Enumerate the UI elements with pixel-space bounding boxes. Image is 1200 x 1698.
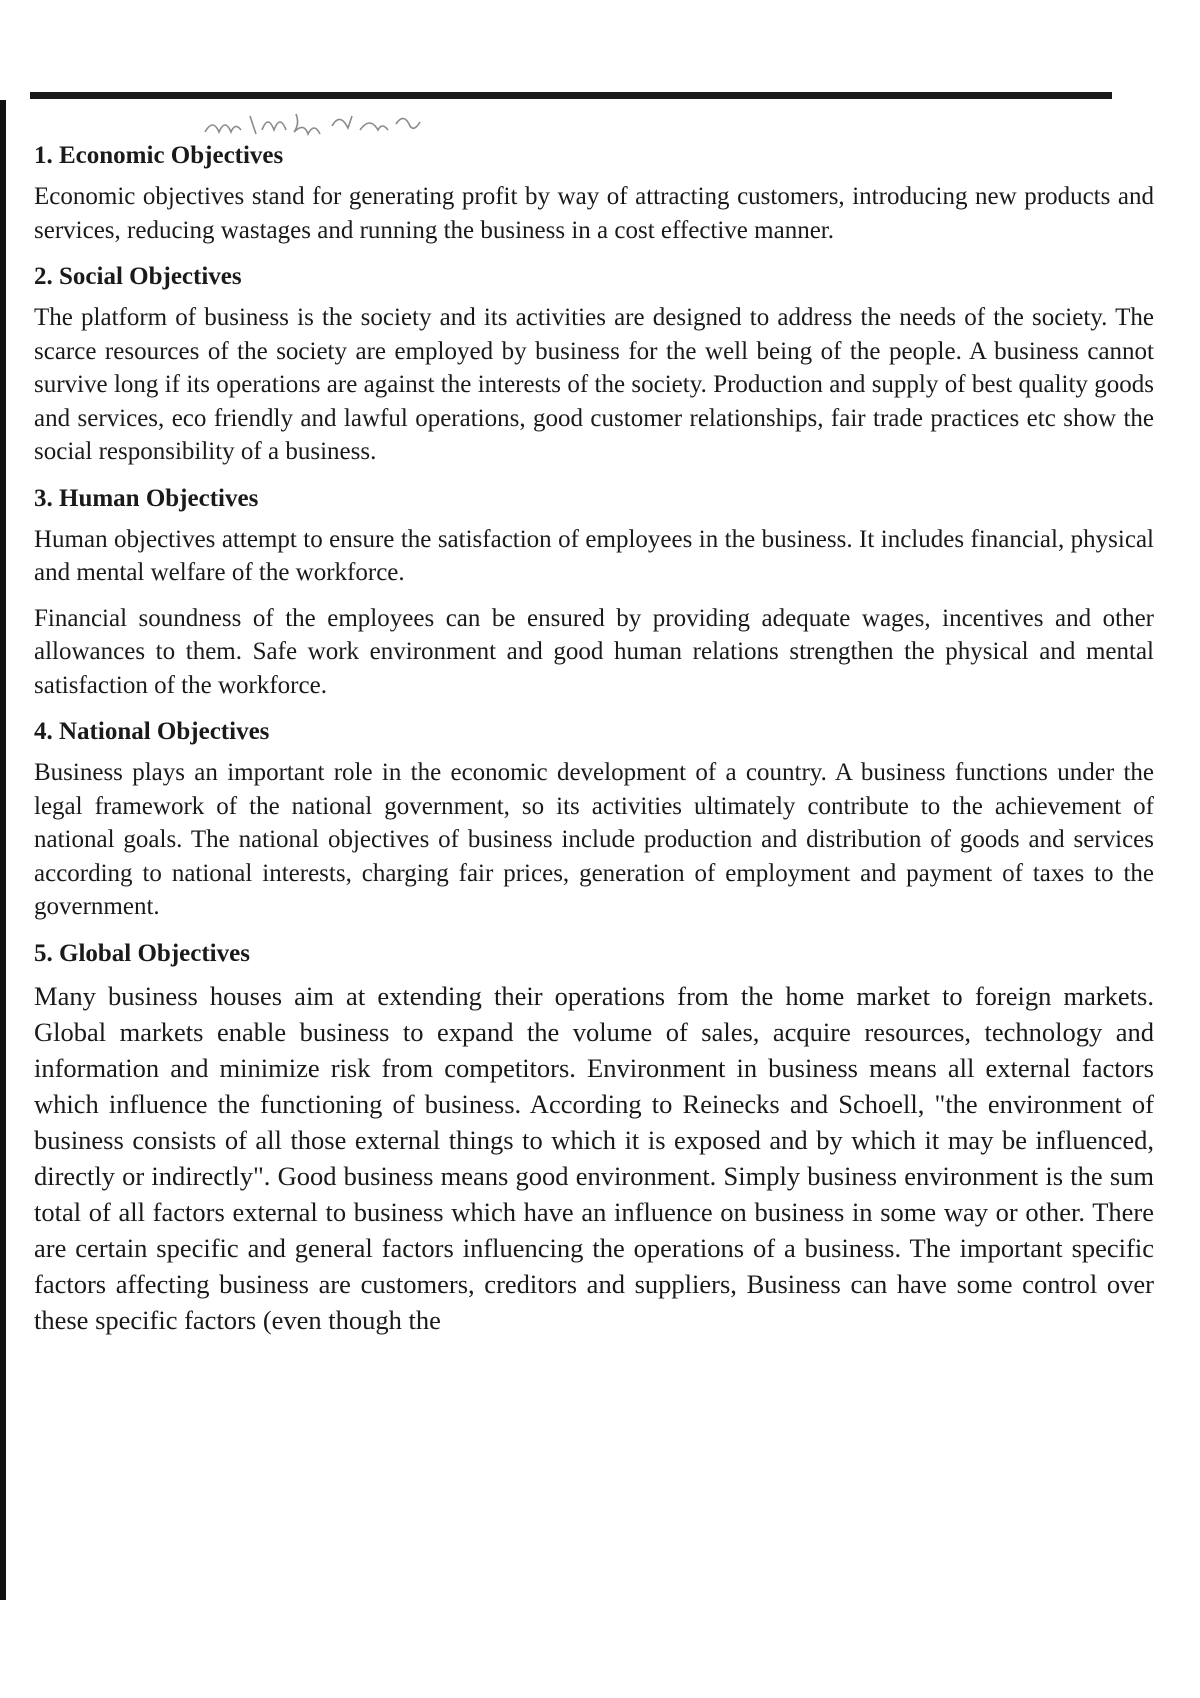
top-rule	[30, 92, 1112, 99]
section-heading: 5. Global Objectives	[34, 939, 250, 967]
section-heading: 4. National Objectives	[34, 718, 270, 745]
section-national-objectives	[34, 716, 1154, 924]
section-heading: 2. Social Objectives	[34, 263, 242, 290]
paragraph: Many business houses aim at extending their operations from the home market to foreign markets. Global markets enable business to expand the volume of sales, acquire resources, technology and information and minimize risk from competitors. Environment in business means all external factors which influence the functioning of business. According to Reinecks and Schoell, "the environment of business consists of all those external things to which it is exposed and by which it may be influenced, directly or indirectly". Good business means good environment. Simply business environment is the sum total of all factors external to business which have an influence on business in some way or other. There are certain specific and general factors influencing the operations of a business. The important specific factors affecting business are customers, creditors and suppliers, Business can have some control over these specific factors (even though the	[34, 980, 1154, 1335]
paragraph: The platform of business is the society and its activities are designed to address the needs of the society. The scarce resources of the society are employed by business for the well being of the people. A business cannot survive long if its operations are against the interests of the society. Production and supply of best quality goods and services, eco friendly and lawful operations, good customer relationships, fair trade practices etc show the social responsibility of a business.	[34, 304, 1154, 465]
handwritten-scribble	[200, 104, 460, 144]
section-human-objectives	[34, 483, 1154, 703]
paragraph: Business plays an important role in the economic development of a country. A business functions under the legal framework of the national government, so its activities ultimately contribute to the achievement of national goals. The national objectives of business include production and distribution of goods and services according to national interests, charging fair prices, generation of employment and payment of taxes to the government.	[34, 759, 1154, 920]
paragraph: Human objectives attempt to ensure the satisfaction of employees in the business. It includes financial, physical and mental welfare of the workforce.	[34, 525, 1154, 586]
paragraph: Economic objectives stand for generating profit by way of attracting customers, introducing new products and services, reducing wastages and running the business in a cost effective manner.	[34, 183, 1154, 244]
section-heading: 3. Human Objectives	[34, 484, 259, 512]
section-heading: 1. Economic Objectives	[34, 142, 284, 169]
section-economic-objectives	[34, 140, 1154, 247]
scan-left-edge	[0, 100, 6, 1600]
section-social-objectives	[34, 261, 1154, 469]
paragraph: Financial soundness of the employees can be ensured by providing adequate wages, incentives and other allowances to them. Safe work environment and good human relations strengthen the physical and mental satisfaction of the workforce.	[34, 604, 1154, 699]
section-global-objectives	[34, 938, 1154, 1338]
document-body	[34, 140, 1154, 1352]
